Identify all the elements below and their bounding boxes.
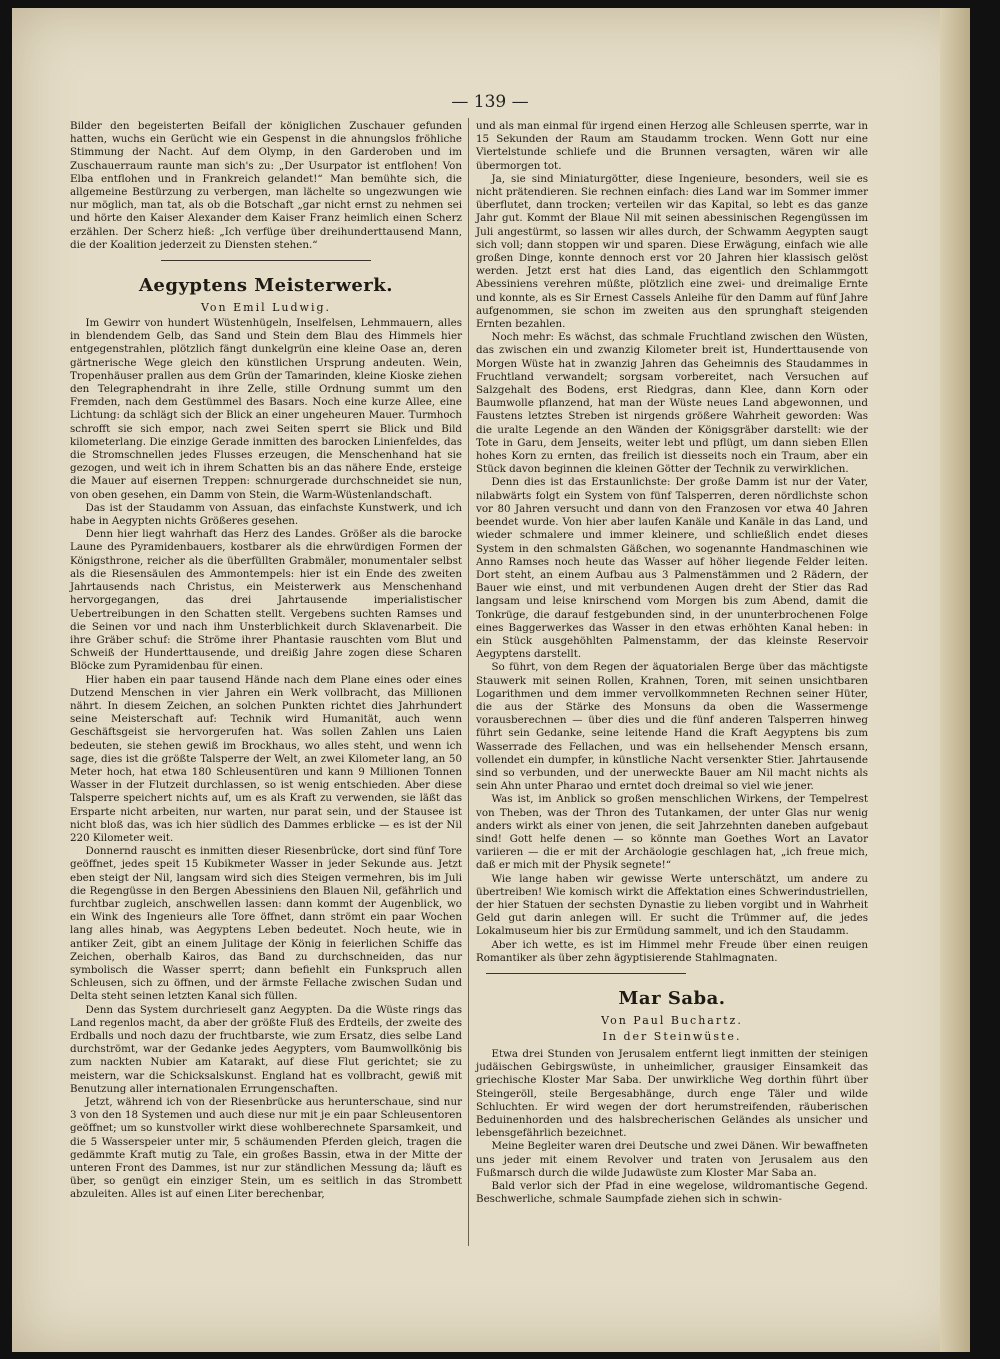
article-title-mar-saba: Mar Saba.	[618, 988, 726, 1009]
section-rule	[486, 973, 686, 974]
paragraph: Etwa drei Stunden von Jerusalem entfernt liegt inmitten der steinigen judäischen Gebirgswüste, in unheimlicher, grausiger Einsamkeit das griechische Kloster Mar Saba. Der unwirkliche Weg dorthin führt über Steingeröll, steile Bergesabhänge, durch enge Täler und wilde Schluchten. Er wird wegen der dort herumstreifenden, räuberischen Beduinenhorden und des halsbrecherischen Geländes als unsicher und lebensgefährlich bezeichnet.	[476, 1048, 868, 1140]
intro-paragraph: Bilder den begeisterten Beifall der königlichen Zuschauer gefunden hatten, wuchs ein Gerücht wie ein Gespenst in die ahnungslos fröhliche Stimmung der Nacht. Auf dem Olymp, in den Garderoben und im Zuschauerraum raunte man sich's zu: „Der Usurpator ist entflohen! Von Elba entflohen und in Frankreich gelandet!“ Man bemühte sich, die allgemeine Bestürzung zu verbergen, man lächelte so ungezwungen wie nur möglich, man tat, als ob die Botschaft „gar nicht ernst zu nehmen sei und hörte den Kaiser Alexander dem Kaiser Franz heimlich einen Scherz erzählen. Der Scherz hieß: „Ich verfüge über dreihunderttausend Mann, die der Koalition jederzeit zu Diensten stehen.“	[70, 120, 462, 251]
byline-ludwig: Von Emil Ludwig.	[200, 301, 332, 315]
column-divider	[468, 118, 469, 1246]
paragraph: So führt, von dem Regen der äquatorialen Berge über das mächtigste Stauwerk mit seinen Rollen, Krahnen, Toren, mit seinen unsichtbaren Logarithmen und dem immer vervollkommneten Rechnen seiner Hüter, die aus der Stärke des Monsuns da oben die Wassermenge vorausberechnen — über dies und die fünf anderen Talsperren hinweg führt sein Gedanke, seine leitende Hand die Kraft Aegyptens bis zum Wasserrade des Fellachen, und was ein hellsehender Mensch ersann, vollendet ein dumpfer, in künstliche Nacht versenkter Stier. Jahrtausende sind so verbunden, und der unerweckte Bauer am Nil macht nichts als sein Ahn unter Pharao und erntet doch dreimal so viel wie jener.	[476, 661, 868, 793]
article-title-aegyptens: Aegyptens Meisterwerk.	[138, 275, 394, 297]
paragraph: Noch mehr: Es wächst, das schmale Fruchtland zwischen den Wüsten, das zwischen ein und zwanzig Kilometer breit ist, Hunderttausende von Morgen Wüste hat in zwanzig Jahren das Geheimnis des Staudammes in Fruchtland verwandelt; sorgsam vorbereitet, nach Versuchen auf Salzgehalt des Bodens, erst Riedgras, dann Klee, dann Korn oder Baumwolle pflanzend, hat man der Wüste neues Land abgewonnen, und Faustens letztes Streben ist nirgends größere Wahrheit geworden: Was die uralte Legende an den Wänden der Königsgräber darstellt: wie der Tote in Garu, dem Jenseits, weiter lebt und pflügt, um dann sieben Ellen hohes Korn zu ernten, das freilich ist diesseits noch ein Traum, aber ein Stück davon beginnen die kleinen Götter der Technik zu verwirklichen.	[476, 331, 868, 476]
left-column	[70, 120, 462, 1202]
paragraph: Jetzt, während ich von der Riesenbrücke aus herunterschaue, sind nur 3 von den 18 Systemen und auch diese nur mit je ein paar Schleusentoren geöffnet; um so kunstvoller wirkt diese wohlberechnete Sparsamkeit, und die 5 Wasserspeier unter mir, 5 schäumenden Pferden gleich, tragen die gedämmte Kraft mutig zu Tale, ein großes Bassin, etwa in der Mitte der unteren Front des Dammes, ist nur zur ständlichen Messung da; läuft es über, so genügt ein einziger Stein, um es seitlich in das Strombett abzuleiten. Alles ist auf einen Liter berechenbar,	[70, 1096, 462, 1201]
subtitle-steinwueste: In der Steinwüste.	[602, 1030, 742, 1043]
paragraph: Meine Begleiter waren drei Deutsche und zwei Dänen. Wir bewaffneten uns jeder mit einem Revolver und traten von Jerusalem aus den Fußmarsch durch die wilde Judawüste zum Kloster Mar Saba an.	[476, 1140, 868, 1179]
page-edge	[940, 8, 970, 1352]
section-rule	[161, 260, 371, 261]
paragraph: Donnernd rauscht es inmitten dieser Riesenbrücke, dort sind fünf Tore geöffnet, jedes speit 15 Kubikmeter Wasser in jeder Sekunde aus. Jetzt eben steigt der Nil, langsam wird sich dies Steigen vermehren, bis im Juli die Regengüsse in den Bergen Abessiniens den Blauen Nil, gefährlich und furchtbar zugleich, anschwellen lassen: dann kommt der Augenblick, wo ein Wink des Ingenieurs alle Tore öffnet, dann strömt ein paar Wochen lang alles hinab, was Aegyptens Leben bedeutet. Noch heute, wie in antiker Zeit, gibt an einem Julitage der König in feierlichen Schiffe das Zeichen, oberhalb Kairos, das Band zu durchschneiden, das nur symbolisch die Wasser sperrt; dann befiehlt ein Funkspruch allen Schleusen, sich zu öffnen, und der ärmste Fellache zwischen Sudan und Delta steht seinen letzten Kanal sich füllen.	[70, 845, 462, 1003]
page-number: — 139 —	[451, 92, 529, 112]
paragraph: Ja, sie sind Miniaturgötter, diese Ingenieure, besonders, weil sie es nicht prätendieren. Sie rechnen einfach: dies Land war im Sommer immer überflutet, dann trocken; verteilen wir das Kapital, so lebt es das ganze Jahr gut. Kommt der Blaue Nil mit seinen abessinischen Regengüssen im Juli angestürmt, so lassen wir alles durch, der Schwamm Aegypten saugt sich voll; dann stoppen wir und sparen. Diese Erwägung, einfach wie alle großen Dinge, konnte dennoch erst vor 20 Jahren hier klassisch gelöst werden. Jetzt erst hat dies Land, das eigentlich den Schlammgott Abessiniens verehren müßte, plötzlich eine zwei- und dreimalige Ernte und konnte, als es Sir Ernest Cassels Anleihe für den Damm auf fünf Jahre aufgenommen, sie schon im zweiten aus den sprunghaft steigenden Ernten bezahlen.	[476, 172, 868, 331]
paragraph: Wie lange haben wir gewisse Werte unterschätzt, um andere zu übertreiben! Wie komisch wirkt die Affektation eines Schwerindustriellen, der hier Statuen der sechsten Dynastie zu lieben vorgibt und in Wahrheit Geld gut darin anlegen will. Er sucht die Trümmer auf, die jedes Lokalmuseum hier bis zur Ermüdung sammelt, und ich den Staudamm.	[476, 872, 868, 938]
paragraph: Denn hier liegt wahrhaft das Herz des Landes. Größer als die barocke Laune des Pyramidenbauers, kostbarer als die ehrwürdigen Formen der Königsthrone, reicher als die überfüllten Grabmäler, monumentaler selbst als die Riesensäulen des Ammontempels: hier ist ein Ende des zweiten Jahrtausends nach Christus, ein Meisterwerk aus Menschenhand hervorgegangen, das drei Jahrtausende imperialistischer Uebertreibungen in den Schatten stellt. Vergebens suchten Ramses und die Seinen vor und nach ihm Unsterblichkeit durch Sklavenarbeit. Die ihre Gräber schuf: die Ströme ihrer Phantasie rauschten vom Blut und Schweiß der Hunderttausende, und dreißig Jahre zogen diese Scharen Blöcke zum Pyramidenbau für einen.	[70, 528, 462, 673]
paragraph: Was ist, im Anblick so großen menschlichen Wirkens, der Tempelrest von Theben, was der Thron des Tutankamen, der unter Glas nur wenig anders wirkt als einer von jenen, die seit Jahrzehnten daneben aufgebaut sind! Gott helfe denen — so könnte man Goethes Wort an Lavator variieren — die er mit der Archäologie geschlagen hat, „ich freue mich, daß er mich mit der Physik segnete!“	[476, 793, 868, 872]
paragraph: Das ist der Staudamm von Assuan, das einfachste Kunstwerk, und ich habe in Aegypten nichts Größeres gesehen.	[70, 501, 462, 528]
paragraph: und als man einmal für irgend einen Herzog alle Schleusen sperrte, war in 15 Sekunden der Raum am Staudamm trocken. Wenn Gott nur eine Viertelstunde schliefe und die Brunnen versagten, wären wir alle übermorgen tot.	[476, 120, 868, 172]
byline-buchartz: Von Paul Buchartz.	[601, 1014, 743, 1027]
paragraph: Denn das System durchrieselt ganz Aegypten. Da die Wüste rings das Land regenlos macht, da aber der größte Fluß des Erdteils, der zweite des Erdballs und noch dazu der fruchtbarste, wie zum Ersatz, dies selbe Land durchströmt, war der Gedanke jedes Aegypters, vom Baumwollkönig bis zum nackten Nubier am Katarakt, auf diese Flut gerichtet; sie zu meistern, war die Schicksalskunst. England hat es vollbracht, gewiß mit Benutzung aller internationalen Errungenschaften.	[70, 1003, 462, 1095]
paragraph: Denn dies ist das Erstaunlichste: Der große Damm ist nur der Vater, nilabwärts folgt ein System von fünf Talsperren, deren nördlichste schon vor 80 Jahren versucht und dann von den Franzosen vor etwa 40 Jahren beendet wurde. Von hier aber laufen Kanäle und Kanäle in das Land, und wieder schmalere und immer kleinere, und schließlich endet dieses System in den schmalsten Gäßchen, wo sogenannte Handmaschinen wie Anno Ramses noch heute das Wasser auf höher liegende Felder leiten. Dort steht, an einem Aufbau aus 3 Palmenstämmen und 2 Rädern, der Bauer wie einst, und mit verbundenen Augen dreht der Stier das Rad langsam und leise knirschend vom Morgen bis zum Abend, damit die Tonkrüge, die darauf festgebunden sind, in der ununterbrochenen Folge eines Baggerwerkes das Wasser in den etwas erhöhten Kanal heben: in ein Stück ausgehöhlten Palmenstamm, der das kleinste Reservoir Aegyptens darstellt.	[476, 476, 868, 661]
paragraph: Hier haben ein paar tausend Hände nach dem Plane eines oder eines Dutzend Menschen in vier Jahren ein Werk vollbracht, das Millionen nährt. In diesem Zeichen, an solchen Punkten richtet dies Jahrhundert seine Meisterschaft auf: Technik wird Humanität, auch wenn Geschäftsgeist sie hervorgerufen hat. Was sollen Zahlen uns Laien bedeuten, sie stehen gewiß im Brockhaus, wo alles steht, und wenn ich sage, dies ist die größte Talsperre der Welt, an zwei Kilometer lang, an 50 Meter hoch, hat etwa 180 Schleusentüren und kann 9 Millionen Tonnen Wasser in der Flutzeit durchlassen, so ist wenig entschieden. Aber diese Talsperre speichert nichts auf, um es als Kraft zu verwenden, sie läßt das Ersparte nicht arbeiten, nur warten, nur parat sein, und der Stausee ist nicht bloß das, was ich hier südlich des Dammes erblicke — es ist der Nil 220 Kilometer weit.	[70, 673, 462, 844]
right-column	[476, 120, 868, 1206]
paragraph: Im Gewirr von hundert Wüstenhügeln, Inselfelsen, Lehmmauern, alles in blendendem Gelb, das Sand und Stein dem Blau des Himmels hier entgegenstrahlen, plötzlich fängt dunkelgrün eine kleine Oase an, deren gärtnerische Wege gleich den künstlichen Ursprung andeuten. Wein, Tropenhäuser prallen aus dem Grün der Tamarinden, kleine Kioske ziehen den Telegraphendraht in ihre Zelle, stille Ordnung summt um den Fremden, nach dem Gestümmel des Basars. Noch eine kurze Allee, eine Lichtung: da schlägt sich der Blick an einer ungeheuren Mauer. Turmhoch schrofft sie sich empor, nach zwei Seiten sperrt sie Blick und Bild kilometerlang. Die einzige Gerade inmitten des barocken Linienfeldes, das die Stromschnellen jedes Flusses erzeugen, die Menschenhand hat sie gezogen, und weit ich in ihrem Schatten bis an das nähere Ende, ersteige die Mauer auf eisernen Treppen: schnurgerade durchschneidet sie nun, von oben gesehen, ein Damm von Stein, die Warm-Wüstenlandschaft.	[70, 317, 462, 501]
paragraph: Bald verlor sich der Pfad in eine wegelose, wildromantische Gegend. Beschwerliche, schmale Saumpfade ziehen sich in schwin-	[476, 1180, 868, 1206]
paragraph: Aber ich wette, es ist im Himmel mehr Freude über einen reuigen Romantiker als über zehn ägyptisierende Stahlmagnaten.	[476, 938, 868, 964]
